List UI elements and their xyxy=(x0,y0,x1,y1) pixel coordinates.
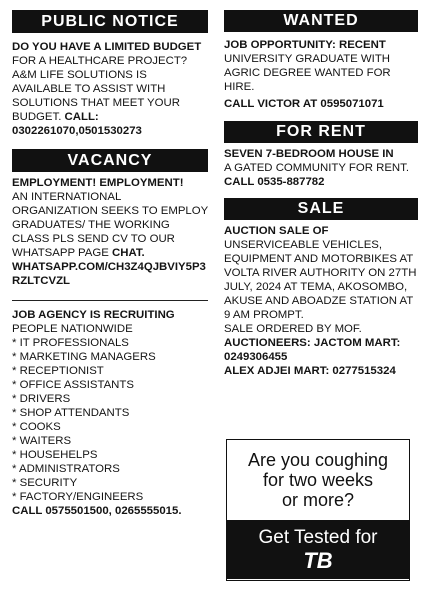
wanted-lead: JOB OPPORTUNITY: RECENT xyxy=(224,39,386,51)
job-agency-item: * HOUSEHELPS xyxy=(12,449,98,461)
vacancy-ad xyxy=(12,176,208,288)
tb-call-to-action xyxy=(227,520,409,579)
tb-line-4: Get Tested for xyxy=(258,526,378,548)
job-agency-ad xyxy=(12,308,208,518)
public-notice-header: PUBLIC NOTICE xyxy=(12,10,208,33)
job-agency-item: * OFFICE ASSISTANTS xyxy=(12,379,134,391)
job-agency-item: * WAITERS xyxy=(12,435,72,447)
sale-ordered: SALE ORDERED BY MOF. xyxy=(224,323,362,335)
job-agency-item: * ADMINISTRATORS xyxy=(12,463,120,475)
sale-body: UNSERVICEABLE VEHICLES, EQUIPMENT AND MOTORBIKES AT VOLTA RIVER AUTHORITY ON 27TH JULY, 2024 AT TEMA, AKOSOMBO, AKUSE AND ABOADZE STATION AT 9 AM PROMPT. xyxy=(224,239,417,321)
divider xyxy=(12,300,208,301)
vacancy-header: VACANCY xyxy=(12,149,208,172)
tb-awareness-ad xyxy=(226,439,410,581)
public-notice-call-label: CALL: xyxy=(64,111,99,123)
vacancy-chat-label: CHAT. xyxy=(112,247,145,259)
for-rent-call: CALL 0535-887782 xyxy=(224,176,325,188)
wanted-call: CALL VICTOR AT 0595071071 xyxy=(224,98,384,110)
vacancy-body: AN INTERNATIONAL ORGANIZATION SEEKS TO EMPLOY GRADUATES/ THE WORKING CLASS PLS SEND CV TO OUR WHATSAPP PAGE xyxy=(12,191,209,259)
job-agency-item: * IT PROFESSIONALS xyxy=(12,337,129,349)
job-agency-lead: JOB AGENCY IS RECRUITING xyxy=(12,309,175,321)
sale-header: SALE xyxy=(224,198,418,220)
job-agency-sub: PEOPLE NATIONWIDE xyxy=(12,323,133,335)
job-agency-item: * SHOP ATTENDANTS xyxy=(12,407,130,419)
public-notice-body: FOR A HEALTHCARE PROJECT? A&M LIFE SOLUTIONS IS AVAILABLE TO ASSIST WITH SOLUTIONS THAT MEET YOUR BUDGET. xyxy=(12,55,188,123)
sale-auctioneer-1: AUCTIONEERS: JACTOM MART: 0249306455 xyxy=(224,337,401,363)
public-notice-lead: DO YOU HAVE A LIMITED BUDGET xyxy=(12,41,202,53)
wanted-ad xyxy=(224,38,418,111)
sale-auctioneer-2: ALEX ADJEI MART: 0277515324 xyxy=(224,365,396,377)
public-notice-ad xyxy=(12,40,208,138)
job-agency-item: * COOKS xyxy=(12,421,61,433)
sale-lead: AUCTION SALE OF xyxy=(224,225,329,237)
vacancy-lead: EMPLOYMENT! EMPLOYMENT! xyxy=(12,177,184,189)
sale-ad xyxy=(224,224,418,378)
for-rent-body: A GATED COMMUNITY FOR RENT. xyxy=(224,162,410,174)
left-column xyxy=(12,0,208,518)
tb-line-2: for two weeks xyxy=(262,470,374,490)
tb-line-3: or more? xyxy=(281,490,355,510)
for-rent-lead: SEVEN 7-BEDROOM HOUSE IN xyxy=(224,148,394,160)
job-agency-call: CALL 0575501500, 0265555015. xyxy=(12,505,182,517)
wanted-header: WANTED xyxy=(224,10,418,32)
job-agency-item: * SECURITY xyxy=(12,477,78,489)
tb-line-5: TB xyxy=(303,547,333,573)
right-column xyxy=(224,0,418,378)
job-agency-item: * RECEPTIONIST xyxy=(12,365,104,377)
tb-question xyxy=(227,440,409,520)
job-agency-item: * FACTORY/ENGINEERS xyxy=(12,491,144,503)
for-rent-ad xyxy=(224,147,418,189)
job-agency-item: * DRIVERS xyxy=(12,393,71,405)
tb-line-1: Are you coughing xyxy=(247,450,389,470)
vacancy-whatsapp-link[interactable]: WHATSAPP.COM/CH3Z4QJBVIY5P3RZLTCVZL xyxy=(12,261,206,287)
job-agency-item: * MARKETING MANAGERS xyxy=(12,351,156,363)
wanted-body: UNIVERSITY GRADUATE WITH AGRIC DEGREE WANTED FOR HIRE. xyxy=(224,53,391,93)
public-notice-phones: 0302261070,0501530273 xyxy=(12,125,142,137)
for-rent-header: FOR RENT xyxy=(224,121,418,143)
